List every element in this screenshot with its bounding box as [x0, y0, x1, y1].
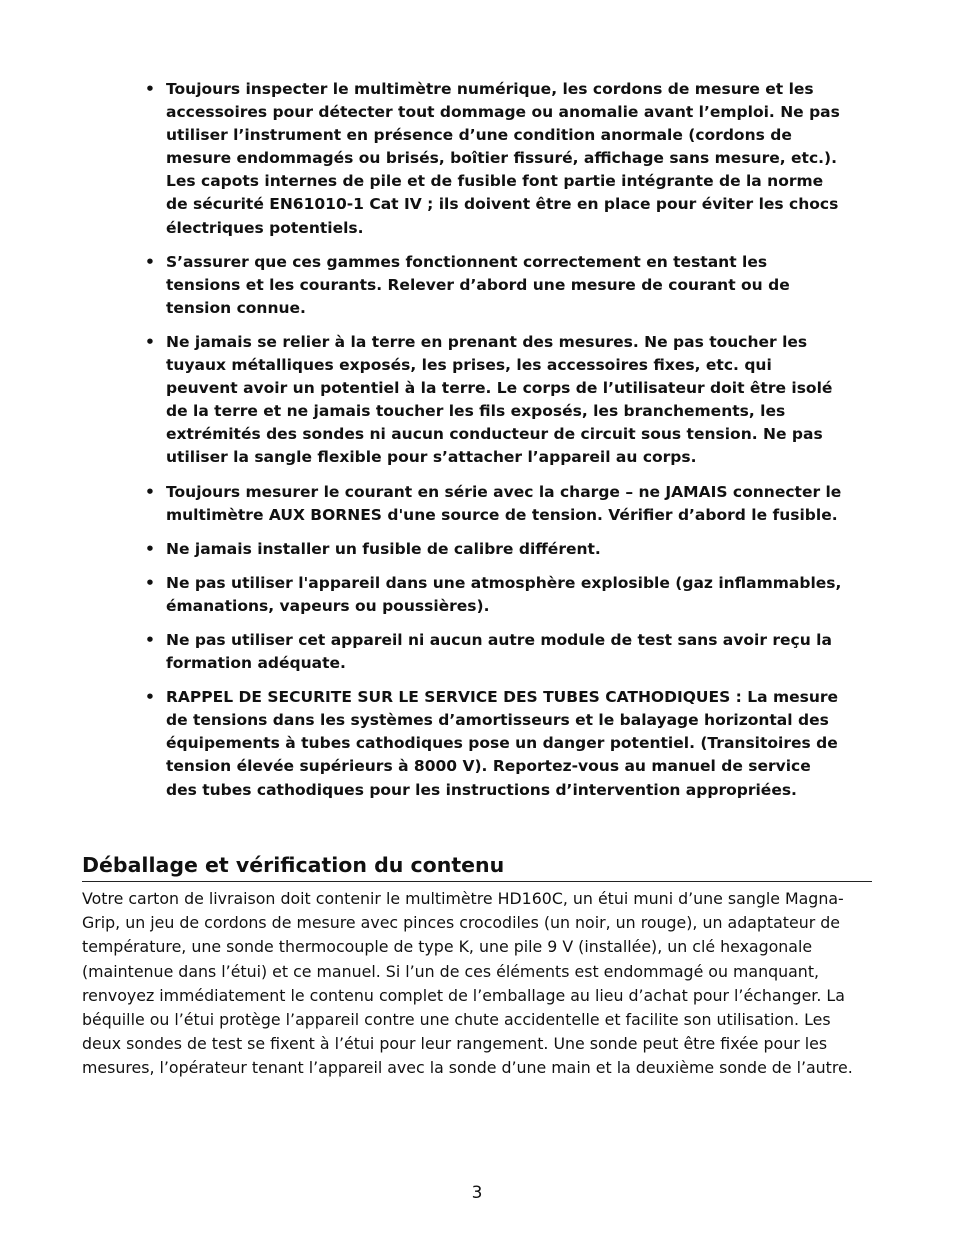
safety-bullet-grounding: • Ne jamais se relier à la terre en prenant des mesures. Ne pas toucher les tuyaux métalliques exposés, les prises, les accessoires fixes, etc. qui peuvent avoir un potentiel à la terre. Le corps de l’utilisateur doit être isolé de la terre et ne jamais toucher les fils exposés, les branchements, les extrémités des sondes ni aucun conducteur de circuit sous tension. Ne pas utiliser la sangle flexible pour s’attacher l’appareil au corps.: [145, 331, 845, 470]
safety-bullet-list: [145, 78, 845, 813]
safety-bullet-inspect: • Toujours inspecter le multimètre numérique, les cordons de mesure et les accessoires pour détecter tout dommage ou anomalie avant l’emploi. Ne pas utiliser l’instrument en présence d’une condition anormale (cordons de mesure endommagés ou brisés, boîtier fissuré, affichage sans mesure, etc.). Les capots internes de pile et de fusible font partie intégrante de la norme de sécurité EN61010-1 Cat IV ; ils doivent être en place pour éviter les chocs électriques potentiels.: [145, 78, 845, 240]
section-heading: Déballage et vérification du contenu: [82, 851, 872, 882]
safety-bullet-fuse: • Ne jamais installer un fusible de calibre différent.: [145, 538, 845, 561]
unpacking-section: [82, 851, 872, 1081]
safety-bullet-training: • Ne pas utiliser cet appareil ni aucun autre module de test sans avoir reçu la formation adéquate.: [145, 629, 845, 675]
safety-bullet-test-ranges: • S’assurer que ces gammes fonctionnent correctement en testant les tensions et les courants. Relever d’abord une mesure de courant ou de tension connue.: [145, 251, 845, 320]
safety-bullet-crt-reminder: • RAPPEL DE SECURITE SUR LE SERVICE DES TUBES CATHODIQUES : La mesure de tensions dans les systèmes d’amortisseurs et le balayage horizontal des équipements à tubes cathodiques pose un danger potentiel. (Transitoires de tension élevée supérieurs à 8000 V). Reportez-vous au manuel de service des tubes cathodiques pour les instructions d’intervention appropriées.: [145, 686, 845, 801]
page-number: 3: [471, 1183, 483, 1203]
safety-bullet-explosive: • Ne pas utiliser l'appareil dans une atmosphère explosible (gaz inflammables, émanations, vapeurs ou poussières).: [145, 572, 845, 618]
section-paragraph: Votre carton de livraison doit contenir le multimètre HD160C, un étui muni d’une sangle Magna-Grip, un jeu de cordons de mesure avec pinces crocodiles (un noir, un rouge), un adaptateur de température, une sonde thermocouple de type K, une pile 9 V (installée), un clé hexagonale (maintenue dans l’étui) et ce manuel. Si l’un de ces éléments est endommagé ou manquant, renvoyez immédiatement le contenu complet de l’emballage au lieu d’achat pour l’échanger. La béquille ou l’étui protège l’appareil contre une chute accidentelle et facilite son utilisation. Les deux sondes de test se fixent à l’étui pour leur rangement. Une sonde peut être fixée pour les mesures, l’opérateur tenant l’appareil avec la sonde d’une main et la deuxième sonde de l’autre.: [82, 889, 853, 1078]
safety-bullet-current-series: • Toujours mesurer le courant en série avec la charge – ne JAMAIS connecter le multimètre AUX BORNES d'une source de tension. Vérifier d’abord le fusible.: [145, 481, 845, 527]
